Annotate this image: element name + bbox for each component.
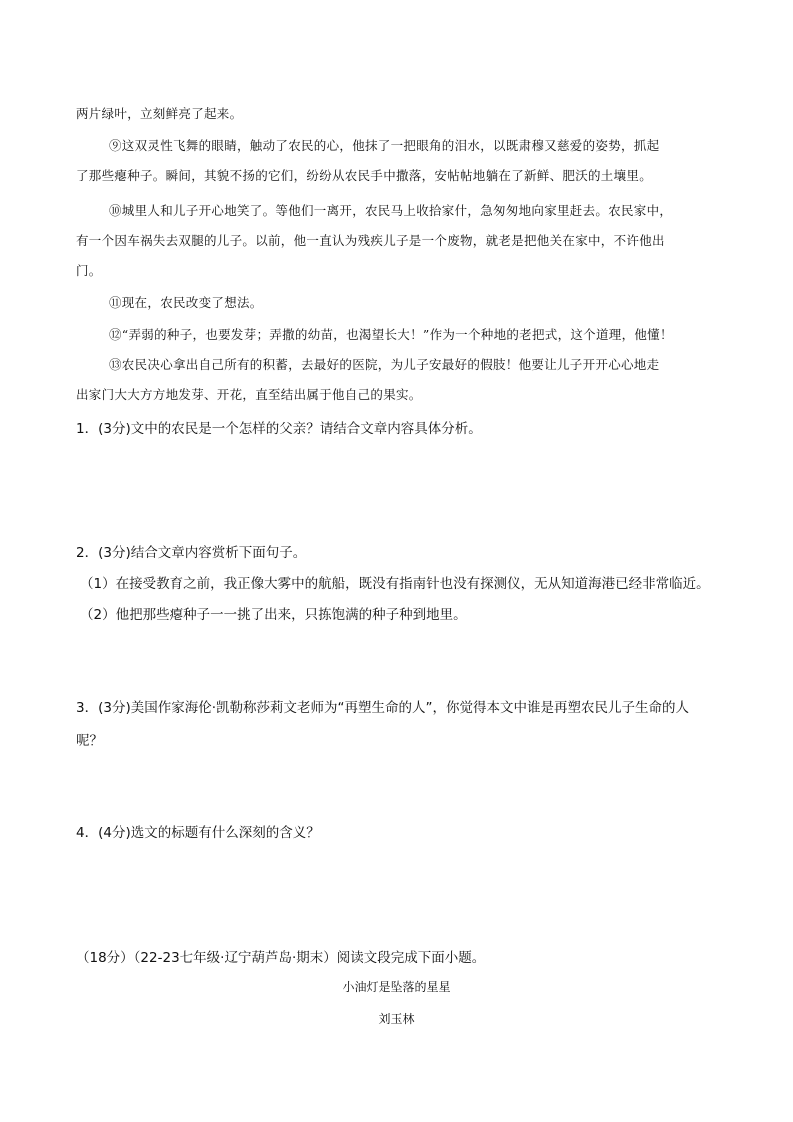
question-2-sentence-2: （2）他把那些瘪种子一一挑了出来，只拣饱满的种子种到地里。 <box>80 607 467 623</box>
passage-paragraph-10-line-1: ⑩城里人和儿子开心地笑了。等他们一离开，农民马上收拾家什，急匆匆地向家里赶去。农民家中， <box>109 203 673 218</box>
question-4: 4．(4分)选文的标题有什么深刻的含义？ <box>76 825 320 841</box>
question-3-line-2: 呢？ <box>76 733 103 749</box>
question-2: 2．(3分)结合文章内容赏析下面句子。 <box>76 545 307 561</box>
passage-paragraph-13-line-2: 出家门大大方方地发芽、开花，直至结出属于他自己的果实。 <box>76 387 422 402</box>
passage-author: 刘玉林 <box>378 1012 415 1026</box>
passage-line: 两片绿叶，立刻鲜亮了起来。 <box>76 106 243 121</box>
passage-paragraph-13-line-1: ⑬农民决心拿出自己所有的积蓄，去最好的医院，为儿子安最好的假肢！他要让儿子开开心心地走 <box>109 357 660 372</box>
passage-paragraph-10-line-2: 有一个因车祸失去双腿的儿子。以前，他一直认为残疾儿子是一个废物，就老是把他关在家中，不许他出 <box>76 233 665 248</box>
question-3-line-1: 3．(3分)美国作家海伦·凯勒称莎莉文老师为“再塑生命的人”，你觉得本文中谁是再塑农民儿子生命的人 <box>76 700 689 716</box>
passage-paragraph-9-line-2: 了那些瘪种子。瞬间，其貌不扬的它们，纷纷从农民手中撒落，安帖帖地躺在了新鲜、肥沃的土壤里。 <box>76 168 653 183</box>
passage-paragraph-11: ⑪现在，农民改变了想法。 <box>109 295 263 310</box>
question-1: 1．(3分)文中的农民是一个怎样的父亲？请结合文章内容具体分析。 <box>76 421 482 437</box>
passage-paragraph-10-line-3: 门。 <box>76 263 102 278</box>
question-2-sentence-1: （1）在接受教育之前，我正像大雾中的航船，既没有指南针也没有探测仪，无从知道海港已经非常临近。 <box>80 576 710 592</box>
passage-title: 小油灯是坠落的星星 <box>342 980 451 994</box>
section-intro: （18分）（22-23七年级·辽宁葫芦岛·期末）阅读文段完成下面小题。 <box>76 950 486 966</box>
passage-paragraph-12: ⑫“弄弱的种子，也要发芽；弄撒的幼苗，也渴望长大！”作为一个种地的老把式，这个道理，他懂！ <box>109 327 673 342</box>
passage-paragraph-9-line-1: ⑨这双灵性飞舞的眼睛，触动了农民的心，他抹了一把眼角的泪水，以既肃穆又慈爱的姿势，抓起 <box>109 138 660 153</box>
